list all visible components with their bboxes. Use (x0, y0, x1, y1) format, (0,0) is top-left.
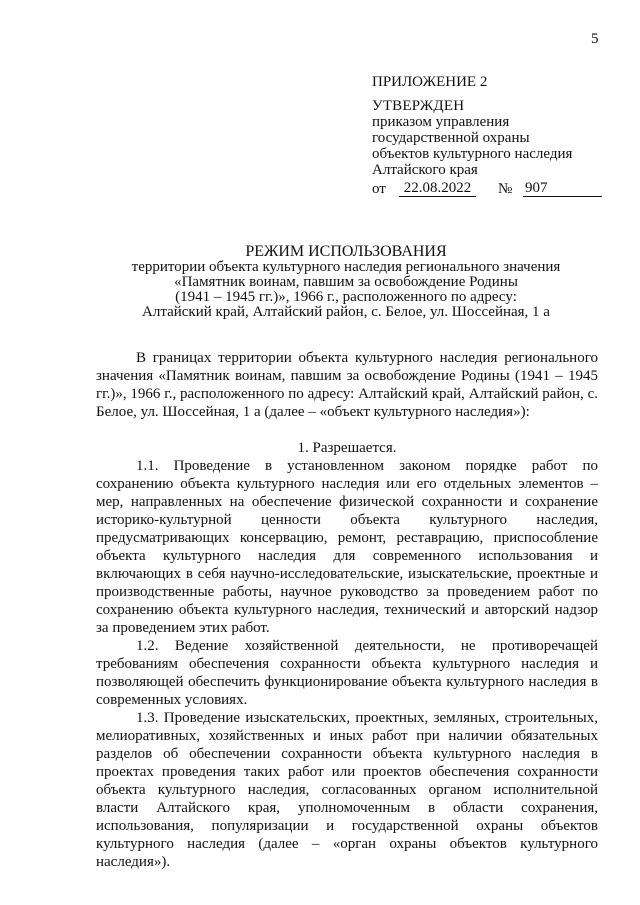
heading-line: «Памятник воинам, павшим за освобождение Родины (174, 274, 518, 290)
clause-paragraph: 1.2. Ведение хозяйственной деятельности, не противоречащей требованиям обеспечения сохранности объекта культурного наследия и позволяющей обеспечить функционирование объекта культурного наследия в современных условиях. (96, 638, 598, 708)
clause-paragraph: 1.3. Проведение изыскательских, проектных, земляных, строительных, мелиоративных, хозяйственных и иных работ при наличии обязательных разделов об обеспечении сохранности объекта культурного наследия в проектах проведения таких работ или проектов обеспечения сохранности объекта культурного наследия, согласованных органом исполнительной власти Алтайского края, уполномоченным в области сохранения, использования, популяризации и государственной охраны объектов культурного наследия (далее – «орган охраны объектов культурного наследия»). (96, 710, 598, 870)
document-body (96, 349, 598, 871)
heading-line: Алтайский край, Алтайский район, с. Белое, ул. Шоссейная, 1 а (142, 304, 550, 320)
order-from-label: от (372, 181, 386, 197)
approval-line: приказом управления (372, 114, 510, 130)
heading-title: РЕЖИМ ИСПОЛЬЗОВАНИЯ (245, 243, 447, 260)
heading-line: (1941 – 1945 гг.)», 1966 г., расположенного по адресу: (175, 289, 517, 305)
page-number: 5 (591, 31, 599, 47)
order-number: 907 (523, 180, 602, 197)
order-line (372, 180, 602, 197)
approval-line: Алтайского края (372, 162, 478, 178)
section-title: 1. Разрешается. (297, 440, 397, 456)
document-heading (96, 244, 596, 320)
annex-label: ПРИЛОЖЕНИЕ 2 (372, 74, 488, 90)
approval-line: государственной охраны (372, 130, 530, 146)
approval-line: объектов культурного наследия (372, 146, 573, 162)
approved-label: УТВЕРЖДЕН (372, 98, 465, 114)
approval-block (372, 74, 602, 197)
order-date: 22.08.2022 (399, 180, 476, 197)
heading-line: территории объекта культурного наследия регионального значения (131, 259, 561, 275)
order-number-sign: № (497, 181, 513, 197)
clause-paragraph: 1.1. Проведение в установленном законом порядке работ по сохранению объекта культурного наследия или его отдельных элементов – мер, направленных на обеспечение физической сохранности и сохранение историко-культурной ценности объекта культурного наследия, предусматривающих консервацию, ремонт, реставрацию, приспособление объекта культурного наследия для современного использования и включающих в себя научно-исследовательские, изыскательские, проектные и производственные работы, научное руководство за проведением работ по сохранению объекта культурного наследия, технический и авторский надзор за проведением этих работ. (96, 458, 598, 636)
intro-paragraph: В границах территории объекта культурного наследия регионального значения «Памятник воинам, павшим за освобождение Родины (1941 – 1945 гг.)», 1966 г., расположенного по адресу: Алтайский край, Алтайский район, с. Белое, ул. Шоссейная, 1 а (далее – «объект культурного наследия»): (96, 350, 598, 420)
